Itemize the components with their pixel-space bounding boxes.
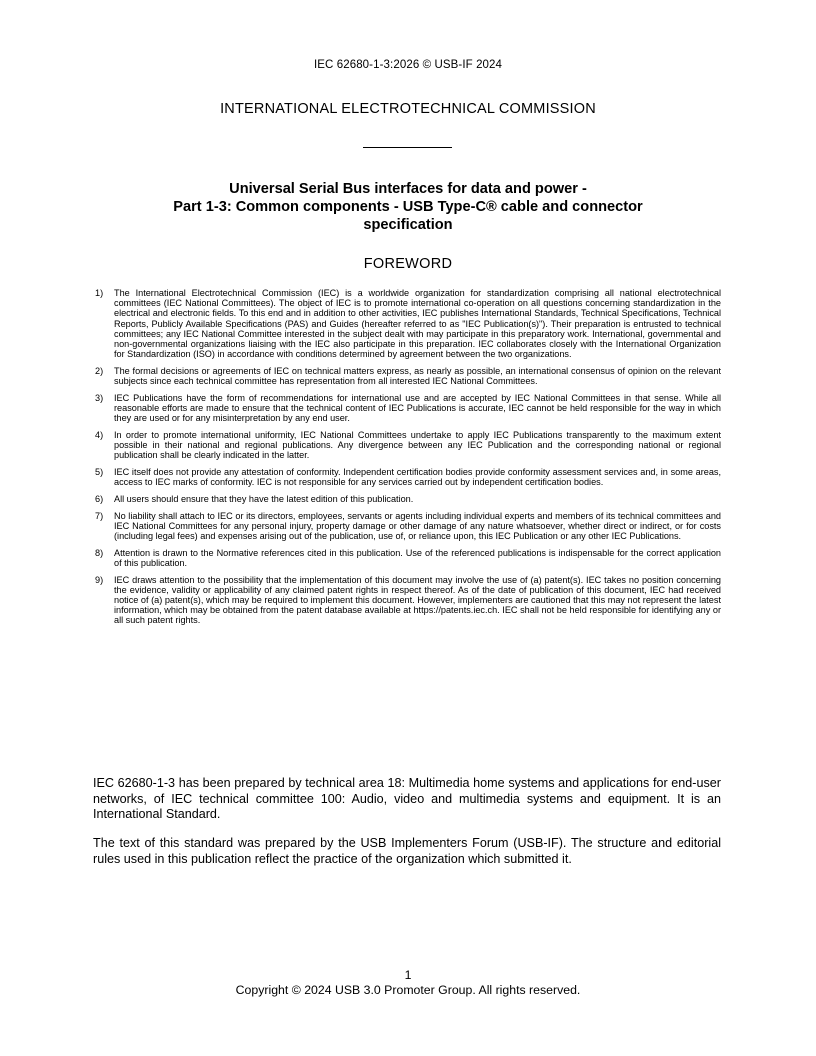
item-text: The formal decisions or agreements of IEC on technical matters express, as nearly as possible, an international consensus of opinion on the relevant subjects since each technical committee has representation from all interested IEC National Committees.: [114, 365, 721, 387]
item-number: 6): [95, 493, 104, 504]
page-number: 1: [404, 968, 412, 982]
foreword-heading: FOREWORD: [363, 256, 453, 272]
foreword-item: [93, 288, 721, 359]
foreword-item: [93, 548, 721, 568]
title-divider: [363, 147, 452, 148]
document-title: [90, 180, 726, 234]
item-text: IEC itself does not provide any attestation of conformity. Independent certification bodies provide conformity assessment services and, in some areas, access to IEC marks of conformity. IEC is not responsible for any services carried out by independent certification bodies.: [114, 467, 721, 488]
foreword-item: [93, 366, 721, 386]
item-text: The International Electrotechnical Commission (IEC) is a worldwide organization for standardization comprising all national electrotechnical committees (IEC National Committees). The object of IEC is to promote international co-operation on all questions concerning standardization in the electrical and electronic fields. To this end and in addition to other activities, IEC publishes International Standards, Technical Specifications, Technical Reports, Publicly Available Specifications (PAS) and Guides (hereafter referred to as "IEC Publication(s)"). Their preparation is entrusted to technical committees; any IEC National Committee interested in the subject dealt with may participate in this preparatory work. International, governmental and non-governmental organizations liaising with the IEC also participate in this preparation. IEC collaborates closely with the International Organization for Standardization (ISO) in accordance with conditions determined by agreement between the two organizations.: [114, 288, 721, 360]
foreword-list: [93, 288, 721, 632]
item-number: 2): [95, 365, 104, 376]
item-text: No liability shall attach to IEC or its directors, employees, servants or agents including individual experts and members of its technical committees and IEC National Committees for any personal injury, property damage or other damage of any nature whatsoever, whether direct or indirect, or for costs (including legal fees) and expenses arising out of the publication, use of, or reliance upon, this IEC Publication or any other IEC Publications.: [114, 510, 721, 542]
title-line-1: Universal Serial Bus interfaces for data and power -: [229, 181, 587, 197]
foreword-item: [93, 430, 721, 461]
foreword-item: [93, 511, 721, 542]
title-line-2: Part 1-3: Common components - USB Type-C® cable and connector: [173, 199, 643, 215]
item-text: Attention is drawn to the Normative references cited in this publication. Use of the referenced publications is indispensable for the correct application of this publication.: [114, 547, 721, 568]
item-text: In order to promote international uniformity, IEC National Committees undertake to apply IEC Publications transparently to the maximum extent possible in their national and regional publications. Any divergence between any IEC Publication and the corresponding national or regional publication shall be clearly indicated in the latter.: [114, 429, 721, 461]
usb-if-paragraph: The text of this standard was prepared by the USB Implementers Forum (USB-IF). The structure and editorial rules used in this publication reflect the practice of the organization which submitted it.: [93, 836, 721, 866]
item-text: IEC Publications have the form of recommendations for international use and are accepted by IEC National Committees in that sense. While all reasonable efforts are made to ensure that the technical content of IEC Publications is accurate, IEC cannot be held responsible for the way in which they are used or for any misinterpretation by any end user.: [114, 392, 721, 424]
item-number: 1): [95, 288, 104, 298]
item-number: 9): [95, 574, 104, 585]
item-text: All users should ensure that they have the latest edition of this publication.: [114, 493, 414, 504]
organization-name: INTERNATIONAL ELECTROTECHNICAL COMMISSION: [220, 101, 596, 117]
foreword-item: [93, 467, 721, 487]
item-number: 5): [95, 467, 104, 478]
item-number: 7): [95, 510, 104, 521]
title-line-3: specification: [363, 217, 453, 233]
copyright-notice: Copyright © 2024 USB 3.0 Promoter Group. All rights reserved.: [235, 983, 581, 997]
item-text: IEC draws attention to the possibility that the implementation of this document may involve the use of (a) patent(s). IEC takes no position concerning the evidence, validity or applicability of any claimed patent rights in respect thereof. As of the date of publication of this document, IEC had received notice of (a) patent(s), which may be required to implement this document. However, implementers are cautioned that this may not represent the latest information, which may be obtained from the patent database available at https://patents.iec.ch. IEC shall not be held responsible for identifying any or all such patent rights.: [114, 574, 721, 626]
foreword-item: [93, 575, 721, 626]
preparation-paragraph: IEC 62680-1-3 has been prepared by technical area 18: Multimedia home systems and applications for end-user networks, of IEC technical committee 100: Audio, video and multimedia systems and equipment. It is an International Standard.: [93, 776, 721, 821]
document-reference: IEC 62680-1-3:2026 © USB-IF 2024: [313, 59, 503, 71]
foreword-item: [93, 494, 721, 504]
page-footer: [0, 968, 816, 998]
foreword-item: [93, 393, 721, 424]
item-number: 4): [95, 429, 104, 440]
item-number: 3): [95, 392, 104, 403]
item-number: 8): [95, 547, 104, 558]
